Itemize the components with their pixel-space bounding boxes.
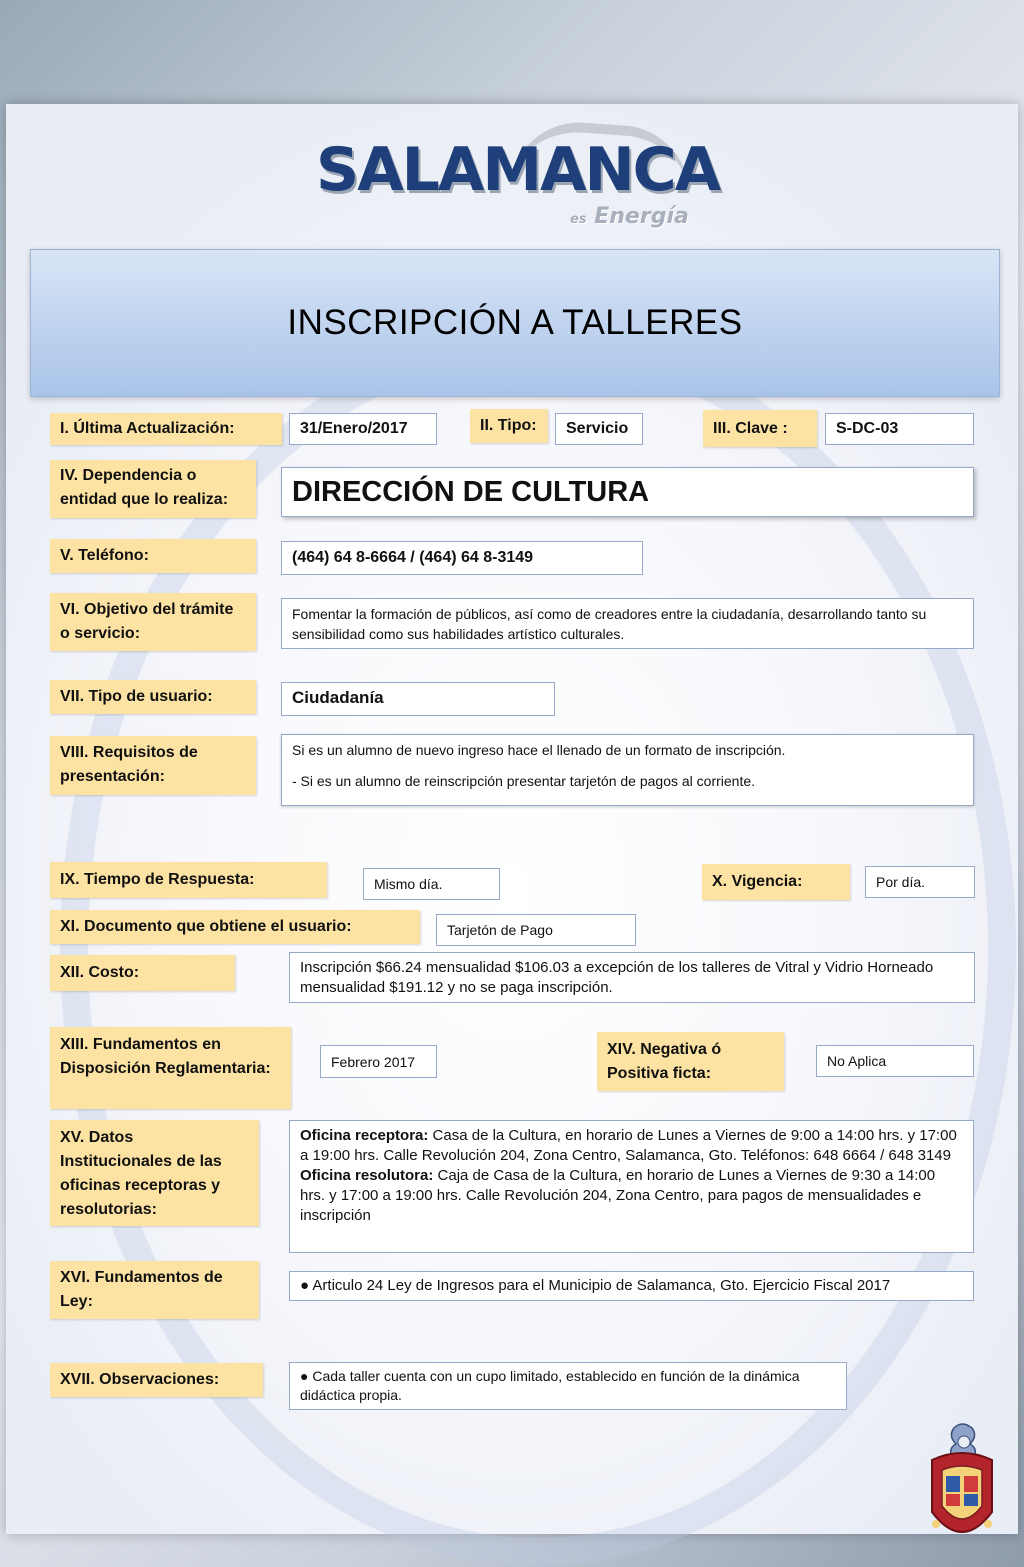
label-observaciones: XVII. Observaciones: [50,1363,263,1397]
page-title: INSCRIPCIÓN A TALLERES [287,303,743,342]
label-telefono: V. Teléfono: [50,539,256,573]
oficina-receptora: Oficina receptora: Casa de la Cultura, en horario de Lunes a Viernes de 9:00 a 14:00 hrs. y 17:00 a 19:00 hrs. Calle Revolución 204, Zona Centro, Salamanca, Gto. Teléfonos: 648 6664 / 648 3149 [300,1127,957,1164]
label-objetivo: VI. Objetivo del trámite o servicio: [50,593,256,651]
logo-main-text: SALAMANCA [316,135,720,205]
value-clave: S-DC-03 [825,413,974,445]
value-ultima-actualizacion: 31/Enero/2017 [289,413,437,445]
value-fundamentos-disposicion: Febrero 2017 [320,1045,437,1078]
label-fundamentos-ley: XVI. Fundamentos de Ley: [50,1261,259,1319]
label-costo: XII. Costo: [50,955,235,991]
salamanca-logo [312,118,720,243]
value-tiempo-respuesta: Mismo día. [363,868,500,900]
label-vigencia: X. Vigencia: [702,864,850,900]
value-documento: Tarjetón de Pago [436,914,636,946]
value-observaciones: ● Cada taller cuenta con un cupo limitado, establecido en función de la dinámica didáctica propia. [289,1362,847,1410]
value-fundamentos-ley: ● Articulo 24 Ley de Ingresos para el Municipio de Salamanca, Gto. Ejercicio Fiscal 2017 [289,1271,974,1301]
value-vigencia: Por día. [865,866,975,898]
value-negativa-ficta: No Aplica [816,1045,974,1077]
value-telefono: (464) 64 8-6664 / (464) 64 8-3149 [281,541,643,575]
logo-subtitle: es Energía [570,204,689,229]
label-requisitos: VIII. Requisitos de presentación: [50,736,256,795]
coat-of-arms-icon [924,1420,1000,1550]
label-tipo: II. Tipo: [470,409,548,443]
oficina-resolutora: Oficina resolutora: Caja de Casa de la Cultura, en horario de Lunes a Viernes de 9:30 a 14:00 hrs. y 17:00 a 19:00 hrs. Calle Revolución 204, Zona Centro, para pagos de mensualidades e inscripción [300,1167,936,1224]
label-clave: III. Clave : [703,410,817,447]
label-dependencia: IV. Dependencia o entidad que lo realiza: [50,460,256,518]
label-datos-institucionales: XV. Datos Institucionales de las oficinas receptoras y resolutorias: [50,1120,259,1226]
value-costo: Inscripción $66.24 mensualidad $106.03 a excepción de los talleres de Vitral y Vidrio Horneado mensualidad $191.12 y no se paga inscripción. [289,952,975,1003]
label-documento: XI. Documento que obtiene el usuario: [50,910,420,944]
label-negativa-ficta: XIV. Negativa ó Positiva ficta: [597,1032,784,1091]
label-tipo-usuario: VII. Tipo de usuario: [50,680,256,714]
value-objetivo: Fomentar la formación de públicos, así como de creadores entre la ciudadanía, desarrollando tanto su sensibilidad como sus habilidades artístico culturales. [281,598,974,649]
value-datos-institucionales [289,1120,974,1253]
value-tipo-usuario: Ciudadanía [281,682,555,716]
label-fundamentos-disposicion: XIII. Fundamentos en Disposición Reglamentaria: [50,1027,291,1109]
requisito-reinscripcion: - Si es un alumno de reinscripción presentar tarjetón de pagos al corriente. [292,773,756,789]
value-tipo: Servicio [555,413,643,445]
label-tiempo-respuesta: IX. Tiempo de Respuesta: [50,862,327,898]
value-dependencia: DIRECCIÓN DE CULTURA [281,467,974,517]
requisito-nuevo-ingreso: Si es un alumno de nuevo ingreso hace el llenado de un formato de inscripción. [292,742,786,758]
label-ultima-actualizacion: I. Última Actualización: [50,413,282,445]
title-banner [30,249,1000,397]
value-requisitos [281,734,974,806]
